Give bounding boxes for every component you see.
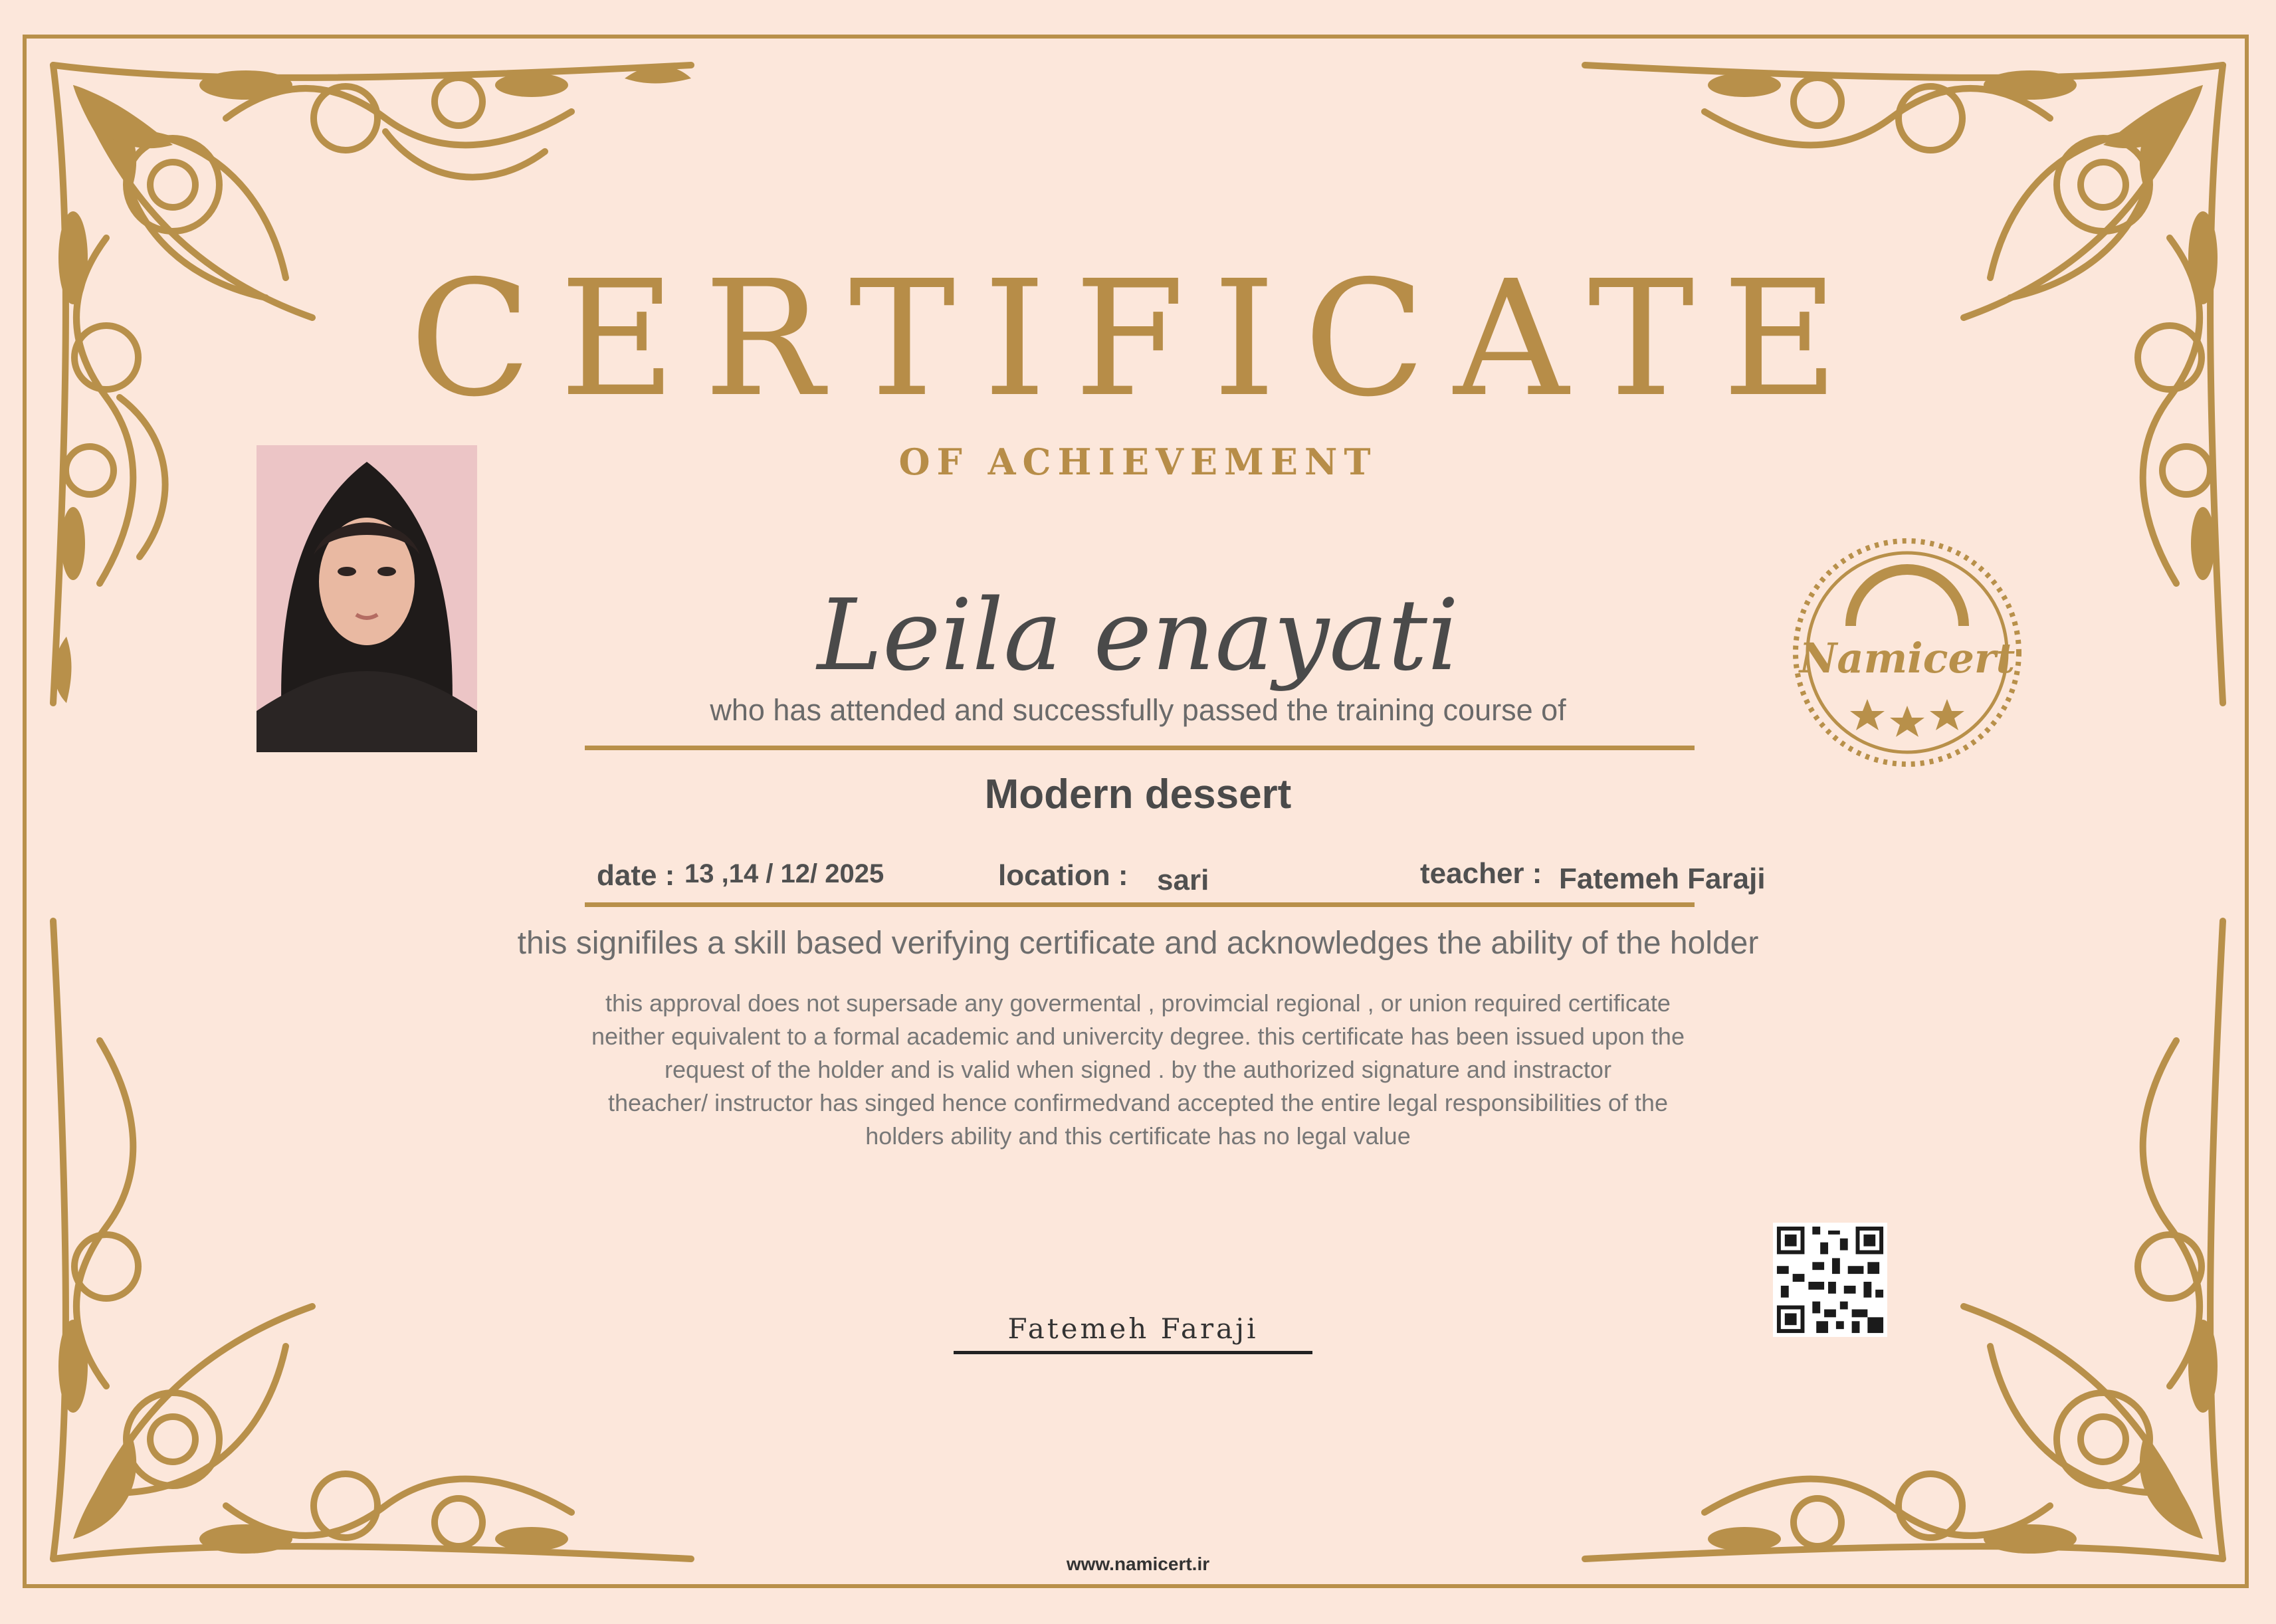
date-value: 13 ,14 / 12/ 2025 bbox=[684, 859, 884, 888]
certificate-subtitle: OF ACHIEVEMENT bbox=[898, 441, 1378, 483]
location-label: location : bbox=[998, 859, 1128, 892]
seal-icon bbox=[1788, 533, 2027, 772]
approval-line: holders ability and this certificate has no legal value bbox=[865, 1122, 1411, 1150]
location-value: sari bbox=[1157, 864, 1209, 896]
website-link[interactable]: www.namicert.ir bbox=[1066, 1554, 1210, 1574]
teacher-value: Fatemeh Faraji bbox=[1559, 863, 1766, 895]
approval-line: this approval does not supersade any govermental , provimcial regional , or union required certificate bbox=[605, 989, 1671, 1017]
divider-line bbox=[585, 746, 1695, 750]
recipient-name: Leila enayati bbox=[817, 578, 1459, 692]
course-name: Modern dessert bbox=[984, 771, 1292, 817]
attended-text: who has attended and successfully passed the training course of bbox=[710, 693, 1566, 727]
teacher-label: teacher : bbox=[1420, 857, 1542, 890]
signifies-text: this signifiles a skill based verifying certificate and acknowledges the ability of the holder bbox=[517, 926, 1759, 961]
signature-name: Fatemeh Faraji bbox=[1007, 1312, 1259, 1345]
approval-line: theacher/ instructor has singed hence confirmedvand accepted the entire legal responsibilities of the bbox=[608, 1089, 1668, 1116]
date-label: date : bbox=[597, 859, 675, 892]
approval-text bbox=[0, 987, 2276, 1153]
qr-code-icon bbox=[1773, 1223, 1887, 1337]
seal-text: Namicert bbox=[1799, 634, 2016, 682]
approval-line: neither equivalent to a formal academic and univercity degree. this certificate has been issued upon the bbox=[591, 1023, 1685, 1050]
signature-line bbox=[954, 1351, 1312, 1354]
approval-line: request of the holder and is valid when signed . by the authorized signature and instractor bbox=[665, 1056, 1611, 1083]
certificate-title: CERTIFICATE bbox=[409, 246, 1867, 432]
divider-line bbox=[585, 902, 1695, 907]
